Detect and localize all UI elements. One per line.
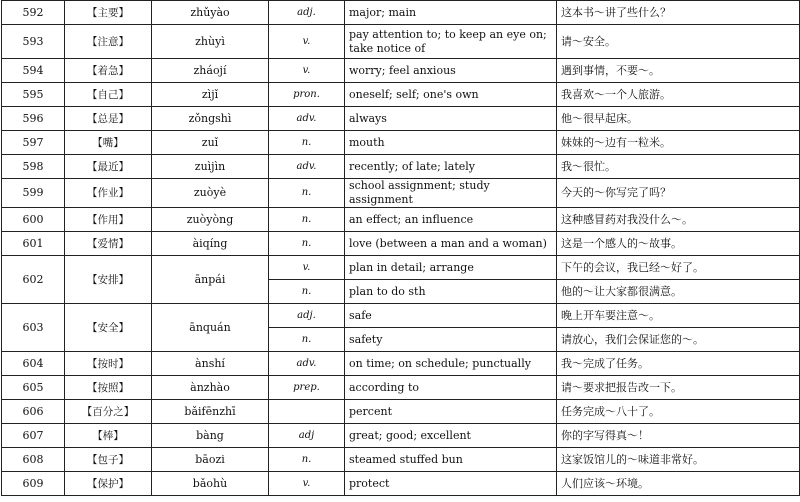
entry-number: 599 xyxy=(2,179,65,208)
entry-number: 609 xyxy=(2,472,65,496)
entry-number: 600 xyxy=(2,208,65,232)
pinyin: bàng xyxy=(152,424,269,448)
pinyin: bāozi xyxy=(152,448,269,472)
part-of-speech: n. xyxy=(269,232,345,256)
pinyin: ànzhào xyxy=(152,376,269,400)
vocab-row xyxy=(2,400,800,424)
entry-number: 606 xyxy=(2,400,65,424)
example-sentence: 请～安全。 xyxy=(557,25,800,59)
part-of-speech: adj xyxy=(269,424,345,448)
headword: 【嘴】 xyxy=(65,131,152,155)
pinyin: bǎohù xyxy=(152,472,269,496)
part-of-speech: v. xyxy=(269,256,345,280)
example-sentence: 这是一个感人的～故事。 xyxy=(557,232,800,256)
part-of-speech: adv. xyxy=(269,107,345,131)
definition: protect xyxy=(345,472,557,496)
example-sentence: 今天的～你写完了吗？ xyxy=(557,179,800,208)
part-of-speech: n. xyxy=(269,179,345,208)
example-sentence: 这本书～讲了些什么？ xyxy=(557,1,800,25)
part-of-speech: pron. xyxy=(269,83,345,107)
part-of-speech: n. xyxy=(269,448,345,472)
entry-number: 594 xyxy=(2,59,65,83)
definition: steamed stuffed bun xyxy=(345,448,557,472)
headword: 【作用】 xyxy=(65,208,152,232)
definition: percent xyxy=(345,400,557,424)
headword: 【主要】 xyxy=(65,1,152,25)
vocab-row xyxy=(2,107,800,131)
pinyin: zǒngshì xyxy=(152,107,269,131)
vocab-row xyxy=(2,256,800,280)
entry-number: 605 xyxy=(2,376,65,400)
definition: plan in detail; arrange xyxy=(345,256,557,280)
example-sentence: 请～要求把报告改一下。 xyxy=(557,376,800,400)
part-of-speech: n. xyxy=(269,208,345,232)
vocab-row xyxy=(2,352,800,376)
example-sentence: 我～完成了任务。 xyxy=(557,352,800,376)
part-of-speech: v. xyxy=(269,25,345,59)
headword: 【总是】 xyxy=(65,107,152,131)
definition: according to xyxy=(345,376,557,400)
entry-number: 602 xyxy=(2,256,65,304)
definition: major; main xyxy=(345,1,557,25)
vocab-row xyxy=(2,25,800,59)
part-of-speech: adv. xyxy=(269,352,345,376)
definition: safety xyxy=(345,328,557,352)
pinyin: ànshí xyxy=(152,352,269,376)
example-sentence: 这种感冒药对我没什么～。 xyxy=(557,208,800,232)
part-of-speech xyxy=(269,400,345,424)
part-of-speech: v. xyxy=(269,59,345,83)
definition: always xyxy=(345,107,557,131)
headword: 【按照】 xyxy=(65,376,152,400)
entry-number: 608 xyxy=(2,448,65,472)
definition: safe xyxy=(345,304,557,328)
vocab-row xyxy=(2,472,800,496)
pinyin: àiqíng xyxy=(152,232,269,256)
definition: school assignment; study assignment xyxy=(345,179,557,208)
headword: 【最近】 xyxy=(65,155,152,179)
vocab-row xyxy=(2,131,800,155)
pinyin: bǎifēnzhī xyxy=(152,400,269,424)
definition: oneself; self; one's own xyxy=(345,83,557,107)
example-sentence: 晚上开车要注意～。 xyxy=(557,304,800,328)
vocabulary-table xyxy=(1,0,800,496)
example-sentence: 任务完成～八十了。 xyxy=(557,400,800,424)
part-of-speech: n. xyxy=(269,328,345,352)
headword: 【注意】 xyxy=(65,25,152,59)
vocab-row xyxy=(2,232,800,256)
headword: 【自己】 xyxy=(65,83,152,107)
entry-number: 593 xyxy=(2,25,65,59)
entry-number: 595 xyxy=(2,83,65,107)
part-of-speech: adj. xyxy=(269,1,345,25)
entry-number: 601 xyxy=(2,232,65,256)
vocab-row xyxy=(2,83,800,107)
headword: 【安排】 xyxy=(65,256,152,304)
definition: pay attention to; to keep an eye on; take notice of xyxy=(345,25,557,59)
example-sentence: 请放心，我们会保证您的～。 xyxy=(557,328,800,352)
headword: 【棒】 xyxy=(65,424,152,448)
part-of-speech: prep. xyxy=(269,376,345,400)
vocab-row xyxy=(2,179,800,208)
pinyin: zhǔyào xyxy=(152,1,269,25)
headword: 【着急】 xyxy=(65,59,152,83)
definition: an effect; an influence xyxy=(345,208,557,232)
entry-number: 603 xyxy=(2,304,65,352)
definition: mouth xyxy=(345,131,557,155)
entry-number: 604 xyxy=(2,352,65,376)
part-of-speech: n. xyxy=(269,280,345,304)
example-sentence: 这家饭馆儿的～味道非常好。 xyxy=(557,448,800,472)
headword: 【安全】 xyxy=(65,304,152,352)
example-sentence: 人们应该～环境。 xyxy=(557,472,800,496)
headword: 【百分之】 xyxy=(65,400,152,424)
headword: 【按时】 xyxy=(65,352,152,376)
pinyin: zuìjìn xyxy=(152,155,269,179)
pinyin: zhùyì xyxy=(152,25,269,59)
definition: plan to do sth xyxy=(345,280,557,304)
definition: recently; of late; lately xyxy=(345,155,557,179)
vocab-row xyxy=(2,155,800,179)
definition: love (between a man and a woman) xyxy=(345,232,557,256)
entry-number: 592 xyxy=(2,1,65,25)
pinyin: zháojí xyxy=(152,59,269,83)
part-of-speech: adv. xyxy=(269,155,345,179)
entry-number: 597 xyxy=(2,131,65,155)
example-sentence: 下午的会议，我已经～好了。 xyxy=(557,256,800,280)
example-sentence: 他的～让大家都很满意。 xyxy=(557,280,800,304)
entry-number: 596 xyxy=(2,107,65,131)
definition: on time; on schedule; punctually xyxy=(345,352,557,376)
example-sentence: 遇到事情，不要～。 xyxy=(557,59,800,83)
vocab-row xyxy=(2,376,800,400)
vocab-row xyxy=(2,448,800,472)
vocab-row xyxy=(2,424,800,448)
part-of-speech: n. xyxy=(269,131,345,155)
pinyin: ānquán xyxy=(152,304,269,352)
part-of-speech: v. xyxy=(269,472,345,496)
definition: worry; feel anxious xyxy=(345,59,557,83)
headword: 【作业】 xyxy=(65,179,152,208)
vocab-row xyxy=(2,59,800,83)
headword: 【保护】 xyxy=(65,472,152,496)
headword: 【包子】 xyxy=(65,448,152,472)
example-sentence: 我喜欢～一个人旅游。 xyxy=(557,83,800,107)
vocab-row xyxy=(2,208,800,232)
vocabulary-table-body xyxy=(2,1,800,496)
example-sentence: 你的字写得真～！ xyxy=(557,424,800,448)
headword: 【爱情】 xyxy=(65,232,152,256)
vocab-row xyxy=(2,304,800,328)
pinyin: zìjǐ xyxy=(152,83,269,107)
pinyin: zuòyè xyxy=(152,179,269,208)
example-sentence: 我～很忙。 xyxy=(557,155,800,179)
example-sentence: 妹妹的～边有一粒米。 xyxy=(557,131,800,155)
entry-number: 607 xyxy=(2,424,65,448)
pinyin: ānpái xyxy=(152,256,269,304)
example-sentence: 他～很早起床。 xyxy=(557,107,800,131)
definition: great; good; excellent xyxy=(345,424,557,448)
pinyin: zuǐ xyxy=(152,131,269,155)
part-of-speech: adj. xyxy=(269,304,345,328)
vocab-row xyxy=(2,1,800,25)
pinyin: zuòyòng xyxy=(152,208,269,232)
entry-number: 598 xyxy=(2,155,65,179)
